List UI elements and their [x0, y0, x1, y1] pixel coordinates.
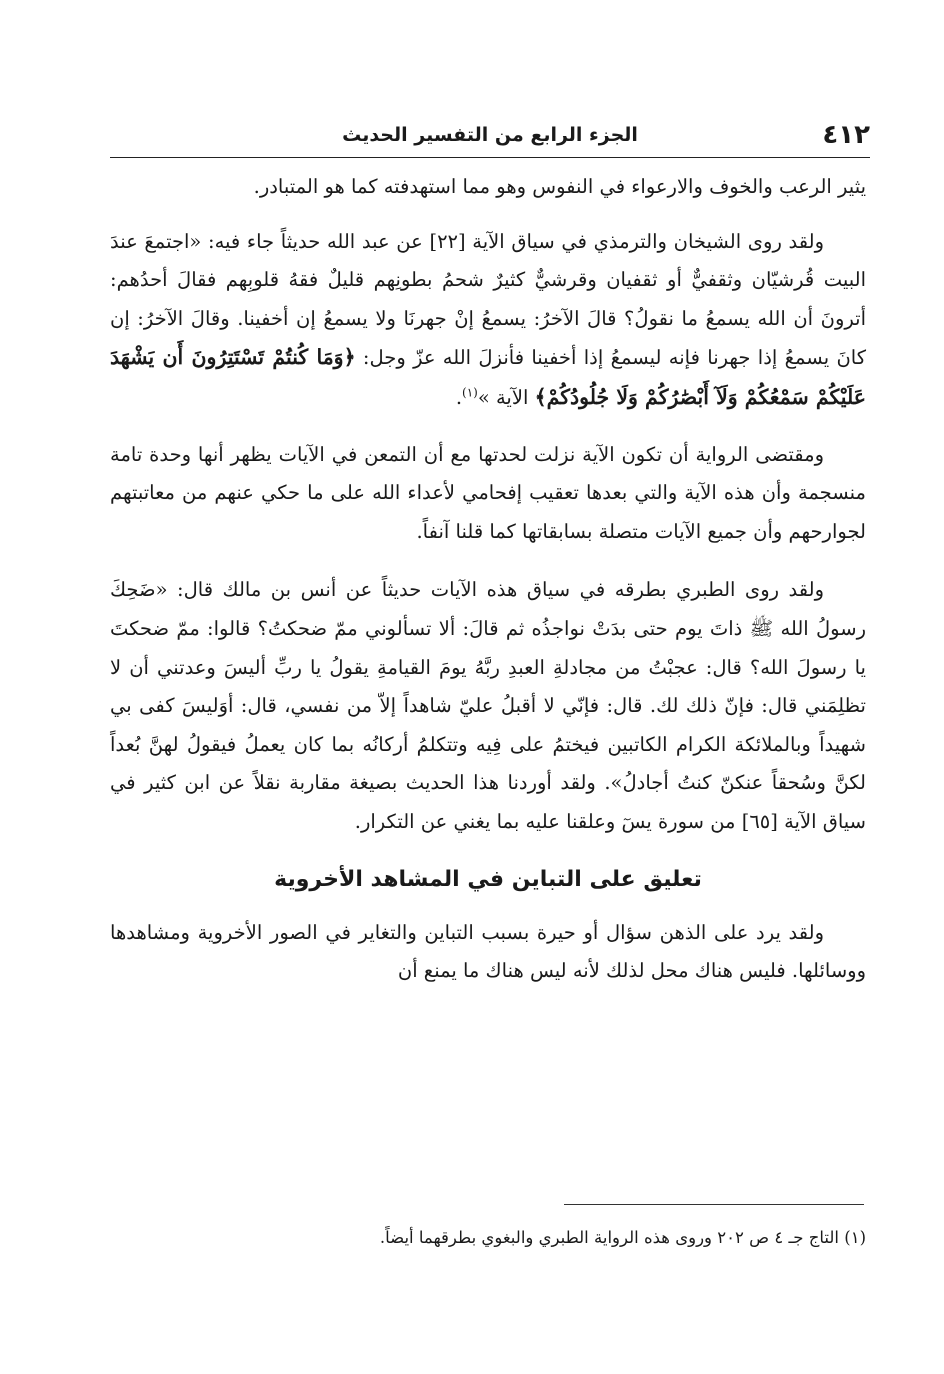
paragraph-2	[110, 223, 866, 418]
paragraph-4: ولقد روى الطبري بطرقه في سياق هذه الآيات حديثاً عن أنس بن مالك قال: «ضَحِكَ رسولُ الله ﷺ ذاتَ يوم حتى بدَتْ نواجذُه ثم قالَ: ألا تسألوني ممّ ضحكتُ؟ قالوا: ممّ ضحكتَ يا رسولَ الله؟ قال: عجبْتُ من مجادلةِ العبدِ ربَّهُ يومَ القيامةِ يقولُ يا ربِّ أليسَ وعدتني أن لا تظلِمَني قال: فإنّ ذلك لك. قال: فإنّي لا أقبلُ عليّ شاهداً إلاّ من نفسي، قال: أوَليسَ كفى بي شهيداً وبالملائكة الكرام الكاتبين فيختمُ على فِيه وتتكلمُ أركانُه بما كان يعملُ فيقولُ لهنَّ بُعداً لكنَّ وسُحقاً عنكنّ كنتُ أجادلُ». ولقد أوردنا هذا الحديث بصيغة مقاربة نقلاً عن ابن كثير في سياق الآية [٦٥] من سورة يسٓ وعلقنا عليه بما يغني عن التكرار.	[110, 578, 866, 833]
paragraph-2-outro: الآية »	[477, 385, 535, 409]
quran-verse: ﴿وَمَا كُنتُمْ تَسْتَتِرُونَ أَن يَشْهَدَ عَلَيْكُمْ سَمْعُكُمْ وَلَآ أَبْصَٰرُكُمْ وَلَا جُلُودُكُمْ﴾	[110, 345, 866, 409]
page-number: ٤١٢	[822, 120, 870, 150]
page-header	[110, 118, 870, 152]
footnote: (١) التاج جـ ٤ ص ٢٠٢ وروى هذه الرواية الطبري والبغوي بطرقهما أيضاً.	[379, 1228, 866, 1247]
footnote-rule	[564, 1204, 864, 1205]
running-title: الجزء الرابع من التفسير الحديث	[342, 124, 638, 146]
footnote-marker: (١)	[462, 385, 478, 400]
paragraph-3: ومقتضى الرواية أن تكون الآية نزلت لحدتها مع أن التمعن في الآيات يظهر أنها وحدة تامة منسجمة وأن هذه الآية والتي بعدها تعقيب إفحامي لأعداء الله على ما حكي عنهم من معاتبتهم لجوارحهم وأن جميع الآيات متصلة بسابقاتها كما قلنا آنفاً.	[110, 442, 866, 543]
header-rule	[110, 157, 870, 158]
paragraph-2-end: .	[455, 385, 463, 409]
section-heading: تعليق على التباين في المشاهد الأخروية	[274, 866, 702, 892]
paragraph-1: يثير الرعب والخوف والارعواء في النفوس وهو مما استهدفته كما هو المتبادر.	[253, 175, 866, 198]
paragraph-2-intro: ولقد روى الشيخان والترمذي في سياق الآية [٢٢] عن عبد الله حديثاً جاء فيه: «اجتمعَ عندَ البيت قُرشيّان وثقفيٌّ أو ثقفيان وقرشيٌّ كثيرٌ شحمُ بطونِهم قليلٌ فقهُ قلوبِهم فقالَ أحدُهم: أترونَ أن الله يسمعُ ما نقولُ؟ قالَ الآخرُ: يسمعُ إنْ جهرنَا ولا يسمعُ إن أخفينا. وقالَ الآخرُ: إن كانَ يسمعُ إذا جهرنا فإنه ليسمعُ إذا أخفينا فأنزلَ الله عزّ وجل:	[110, 229, 866, 370]
main-text	[110, 168, 866, 991]
paragraph-5: ولقد يرد على الذهن سؤال أو حيرة بسبب التباين والتغاير في الصور الأخروية ومشاهدها ووسائلها. فليس هناك محل لذلك لأنه ليس هناك ما يمنع أن	[110, 920, 866, 983]
